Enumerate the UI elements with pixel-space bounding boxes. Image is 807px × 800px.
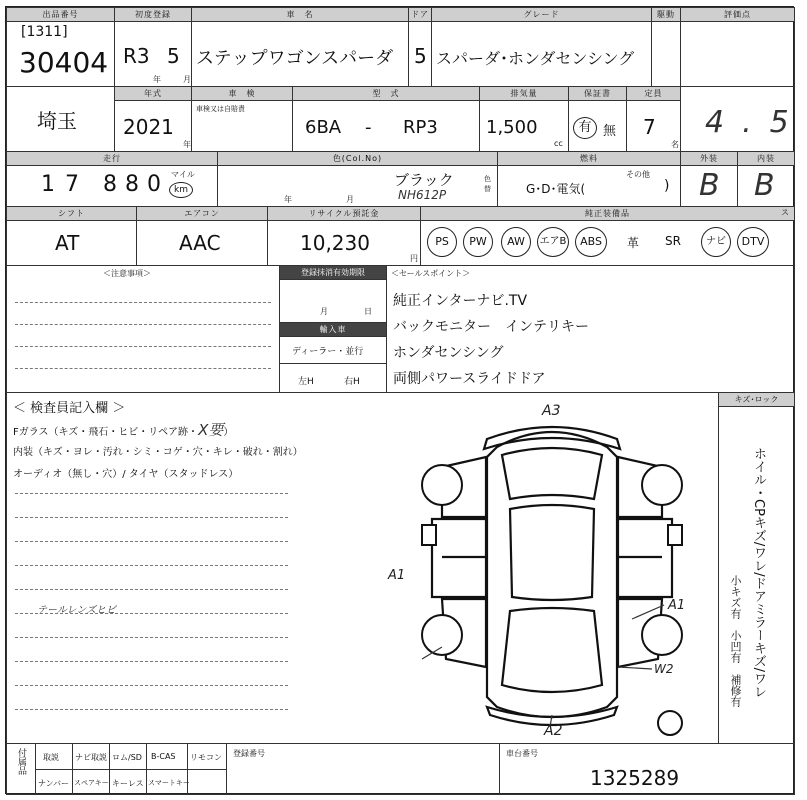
fuel-other: その他: [626, 170, 650, 179]
grade: スパーダ･ホンダセンシング: [436, 49, 635, 68]
inspector-line: [15, 685, 288, 686]
lot-header: 出品番号: [7, 8, 114, 22]
equip-ps: PS: [427, 227, 457, 257]
door-cell: [408, 7, 432, 87]
mark-line: [618, 667, 652, 669]
acc-bottom-1: [35, 769, 73, 795]
caution-line: [15, 368, 271, 369]
mark-right-rear: A1: [668, 598, 686, 613]
model-year: 2021: [123, 115, 174, 139]
sales-cell: [386, 265, 795, 393]
reg-expire-day: 日: [364, 307, 372, 316]
car-name-cell: [191, 7, 409, 87]
sales-point: ホンダセンシング: [393, 345, 504, 361]
import-value: ディーラー・並行: [292, 347, 364, 357]
capacity-cell: [626, 86, 681, 152]
equip-navi: ナビ: [701, 227, 731, 257]
equip-abs: ABS: [575, 227, 607, 257]
acc-spare-key: スペアキー: [74, 779, 109, 787]
chassis-number: 1325289: [590, 766, 680, 790]
doors: 5: [414, 44, 427, 68]
acc-top-4: [146, 743, 188, 770]
mileage-digit-4: 8: [125, 172, 139, 197]
wheel-front-left-icon: [422, 465, 462, 505]
exterior-header: 外装: [681, 152, 737, 166]
acc-top-1: [35, 743, 73, 770]
mileage-digit-3: 8: [103, 172, 117, 197]
hand-score-cell: [680, 86, 807, 152]
inspector-line: [15, 517, 288, 518]
model-year-header: 年式: [115, 87, 191, 101]
mileage-header: 走行: [7, 152, 217, 166]
score-header: 評価点: [681, 8, 794, 22]
equip-pw: PW: [463, 227, 493, 257]
cc-unit: cc: [554, 139, 563, 148]
inspector-line: [15, 637, 288, 638]
ac: AAC: [179, 231, 221, 255]
reg-month: 5: [167, 44, 180, 68]
reg-number-label: 登録番号: [233, 749, 265, 758]
front-bumper: [484, 427, 620, 449]
type-cell: [292, 86, 480, 152]
grade-cell: [431, 7, 652, 87]
lot-code: [1311]: [21, 24, 68, 40]
hand-score: 4.5: [705, 105, 807, 140]
capacity: 7: [643, 115, 656, 139]
equip-leather: 革: [627, 236, 640, 250]
equip-dtv: DTV: [737, 227, 769, 257]
km-label: km: [169, 182, 193, 198]
ac-header: エアコン: [137, 207, 267, 221]
displacement: 1,500: [486, 117, 538, 138]
mile-label: マイル: [171, 170, 195, 179]
lot-cell: [6, 7, 115, 87]
sales-point: 両側パワースライドドア: [393, 371, 546, 387]
fuel-close: ): [664, 178, 670, 194]
shift: AT: [55, 231, 80, 255]
auction-sheet: [5, 6, 807, 794]
spare-wheel-icon: [658, 711, 682, 735]
caution-line: [15, 346, 271, 347]
equipment-header: 純正装備品: [421, 207, 794, 221]
fuel-header: 燃料: [498, 152, 680, 166]
acc-bottom-5: [187, 769, 227, 795]
first-reg-header: 初度登録: [115, 8, 191, 22]
sales-point: バックモニター インテリキー: [393, 319, 589, 335]
chassis-cell: [499, 743, 795, 795]
acc-top-5: [187, 743, 227, 770]
fuel-options: G･D･電気(: [526, 182, 586, 196]
inspector-line: [15, 709, 288, 710]
recycle-cell: [267, 206, 421, 266]
inspector-cell: [6, 392, 719, 744]
model-year-cell: [114, 86, 192, 152]
inspector-line: [15, 541, 288, 542]
color-change: 色替: [484, 175, 491, 193]
import-header: 輸入車: [280, 323, 386, 337]
sales-header: ＜セールスポイント＞: [391, 269, 471, 278]
acc-top-3: [109, 743, 147, 770]
side-note-2: 小キズ有 小凹有 補修有: [729, 575, 742, 707]
acc-bottom-3: [109, 769, 147, 795]
import-cell: [279, 322, 387, 364]
acc-bcas: B-CAS: [151, 752, 176, 761]
car-diagram: [388, 397, 702, 739]
shift-cell: [6, 206, 137, 266]
mark-rear-quarter: W2: [654, 662, 674, 676]
caution-line: [15, 302, 271, 303]
acc-keyless: キーレス: [112, 779, 144, 788]
sales-point: 純正インターナビ.TV: [393, 293, 528, 309]
inspector-line2: 内装（キズ・ヨレ・汚れ・シミ・コゲ・穴・キレ・破れ・割れ）: [13, 447, 303, 458]
car-name: ステップワゴンスパーダ: [196, 48, 394, 69]
caution-label: 注意事項: [111, 269, 143, 278]
handle-right: 右H: [344, 377, 360, 387]
prefecture: 埼玉: [37, 109, 77, 133]
equip-aw: AW: [501, 227, 531, 257]
grade-header: グレード: [432, 8, 651, 22]
mileage-digit-2: 7: [65, 172, 79, 197]
color-header: 色(Col.No): [218, 152, 497, 166]
mileage-cell: [6, 151, 218, 207]
reg-number-cell: [226, 743, 500, 795]
equipment-cell: [420, 206, 795, 266]
exterior-cell: [680, 151, 738, 207]
mileage-digit-5: 0: [147, 172, 161, 197]
reg-expire-header: 登録抹消有効期限: [280, 266, 386, 280]
prefecture-cell: [6, 86, 115, 152]
car-name-header: 車 名: [192, 8, 408, 22]
accessory-label: 付属品: [16, 748, 26, 775]
capacity-unit: 名: [671, 140, 679, 149]
recycle-fee: 10,230: [300, 231, 370, 255]
acc-top-2: [72, 743, 110, 770]
mark-front: A3: [542, 403, 561, 419]
acc-bottom-4: [146, 769, 188, 795]
warranty-header: 保証書: [569, 87, 626, 101]
side-legend-cell: [718, 392, 795, 744]
color-code: NH612P: [398, 188, 447, 202]
wheel-front-right-icon: [642, 465, 682, 505]
spare-label: ス: [781, 208, 789, 217]
acc-number: ナンバー: [38, 779, 70, 788]
fuel-cell: [497, 151, 681, 207]
side-note-1: ホイル・CPキズ/ワレ/ドアミラーキズ/ワレ: [751, 447, 766, 699]
period-month: 月: [346, 195, 354, 204]
type-header: 型 式: [293, 87, 479, 101]
inspector-title: ＜ 検査員記入欄 ＞: [13, 401, 126, 416]
drive-header: 駆動: [652, 8, 680, 22]
interior-grade: B: [754, 168, 775, 203]
acc-remote: リモコン: [190, 753, 222, 762]
handle-left: 左H: [298, 377, 314, 387]
inspector-line1: [13, 419, 233, 440]
right-mirror: [668, 525, 682, 545]
hood: [502, 448, 602, 499]
warranty-cell: [568, 86, 627, 152]
expiry-header: 車 検: [192, 87, 292, 101]
month-unit: 月: [183, 75, 191, 84]
capacity-header: 定員: [627, 87, 680, 101]
yen-unit: 円: [410, 254, 418, 263]
roof: [510, 505, 594, 600]
expiry-note: 車検又は自賠責: [196, 105, 245, 113]
inspector-line: [15, 589, 288, 590]
wheel-rear-right-icon: [642, 615, 682, 655]
acc-smart-key: スマートキー: [148, 779, 190, 787]
score-cell: [680, 7, 795, 87]
type-code: RP3: [403, 117, 438, 138]
warranty-yes: 有: [573, 117, 597, 139]
expiry-cell: [191, 86, 293, 152]
mileage-digit-1: 1: [41, 172, 55, 197]
acc-manual: 取説: [43, 753, 59, 762]
recycle-header: リサイクル預託金: [268, 207, 420, 221]
era-year: R3: [123, 44, 150, 68]
inspector-line: [15, 565, 288, 566]
reg-expire-cell: [279, 265, 387, 323]
caution-header: ＜注意事項＞: [103, 269, 151, 278]
fglass-text: Fガラス（キズ・飛石・ヒビ・リペア跡・: [13, 427, 199, 438]
left-mirror: [422, 525, 436, 545]
cc-header: 排気量: [480, 87, 568, 101]
exterior-grade: B: [699, 168, 720, 203]
acc-bottom-2: [72, 769, 110, 795]
ac-cell: [136, 206, 268, 266]
drive-cell: [651, 7, 681, 87]
handle-cell: [279, 363, 387, 393]
equip-airbag: エアB: [537, 227, 569, 257]
reg-expire-month: 月: [320, 307, 328, 316]
door-header: ドア: [409, 8, 431, 22]
tailgate: [502, 608, 602, 692]
sales-label: セールスポイント: [399, 269, 463, 278]
wheel-rear-left-icon: [422, 615, 462, 655]
side-legend-header: キズ･ロック: [719, 393, 794, 407]
equip-sunroof: SR: [665, 234, 681, 248]
chassis-label: 車台番号: [506, 749, 538, 758]
color-name: ブラック: [394, 171, 454, 189]
warranty-no: 無: [603, 124, 617, 139]
period-year: 年: [284, 195, 292, 204]
mark-left: A1: [388, 568, 406, 583]
shift-header: シフト: [7, 207, 136, 221]
caution-line: [15, 324, 271, 325]
cc-cell: [479, 86, 569, 152]
type-prefix: 6BA: [305, 117, 342, 138]
year-unit: 年: [153, 75, 161, 84]
nen-unit: 年: [183, 140, 191, 149]
first-reg-cell: [114, 7, 192, 87]
fglass-close: ）: [223, 427, 234, 438]
mark-rear: A2: [544, 723, 563, 739]
inspector-line: [15, 661, 288, 662]
inspector-line3: オーディオ（無し・穴）/ タイヤ（スタッドレス）: [13, 469, 239, 480]
acc-navi-manual: ナビ取説: [75, 753, 107, 762]
interior-header: 内装: [738, 152, 794, 166]
type-dash: -: [365, 117, 372, 138]
inspector-hand-note: テールレンズヒビ: [37, 605, 116, 616]
caution-cell: [6, 265, 279, 393]
accessory-label-cell: [6, 743, 36, 795]
interior-cell: [737, 151, 795, 207]
inspector-line: [15, 493, 288, 494]
acc-rom-sd: ロム/SD: [112, 753, 142, 762]
fglass-hand: X要: [198, 421, 224, 439]
color-cell: [217, 151, 498, 207]
lot-number: 30404: [19, 46, 109, 79]
